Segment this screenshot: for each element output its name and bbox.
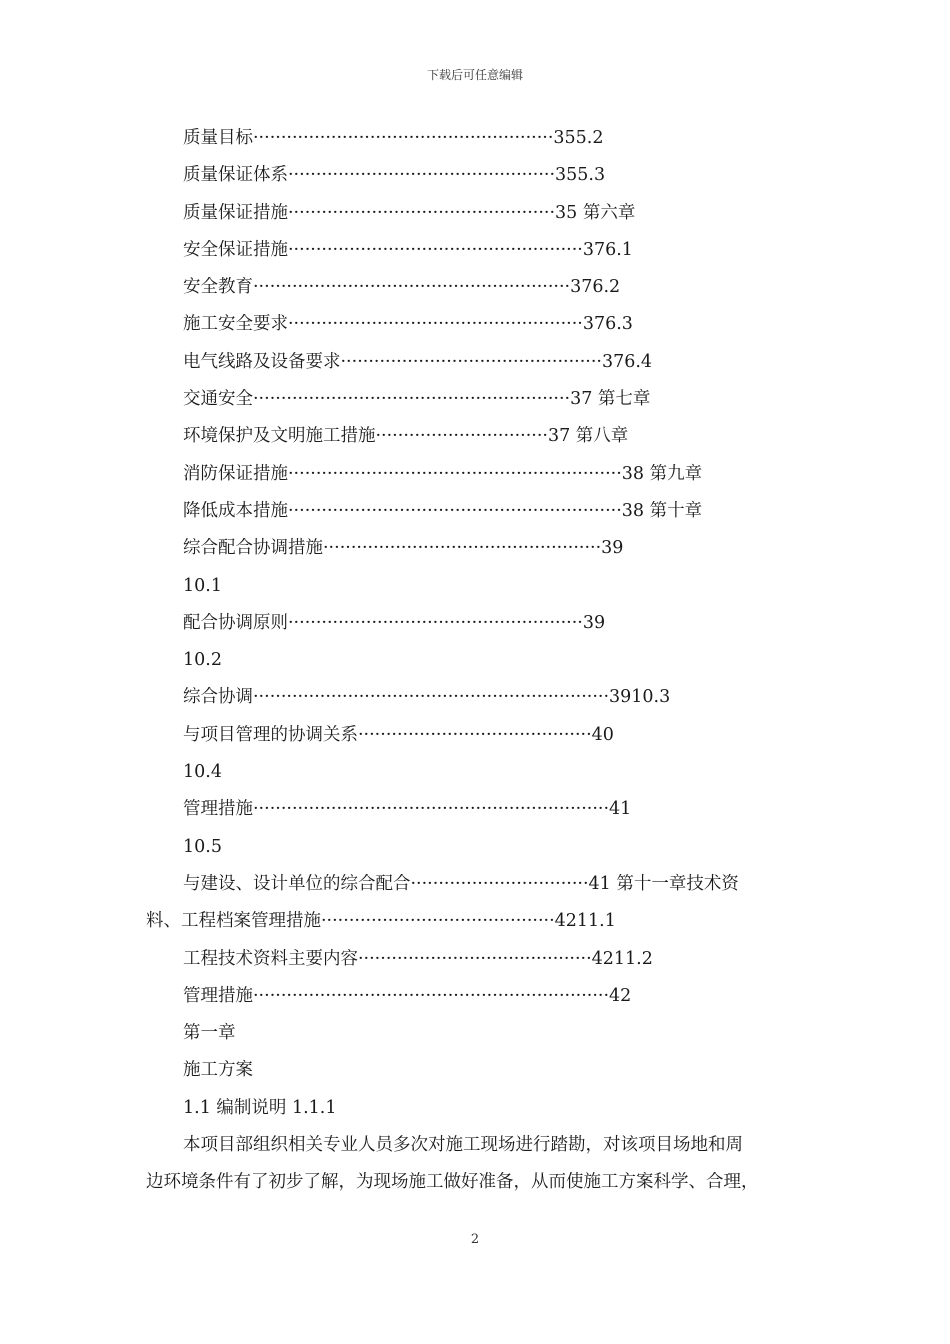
toc-entry: 管理措施································································41 bbox=[183, 799, 632, 820]
chapter-heading: 第一章 bbox=[183, 1023, 236, 1044]
chapter-title: 施工方案 bbox=[183, 1060, 253, 1081]
body-paragraph-line: 本项目部组织相关专业人员多次对施工现场进行踏勘，对该项目场地和周 bbox=[183, 1135, 743, 1156]
toc-entry: 安全教育·························································376.2 bbox=[183, 277, 621, 298]
toc-section-number: 10.5 bbox=[183, 836, 222, 857]
toc-entry-continuation: 料、工程档案管理措施··········································4211.1 bbox=[146, 911, 616, 932]
toc-entry: 配合协调原则·····················································39 bbox=[183, 612, 606, 633]
toc-entry: 质量保证体系················································355.3 bbox=[183, 165, 606, 186]
body-paragraph-line: 边环境条件有了初步了解，为现场施工做好准备，从而使施工方案科学、合理， bbox=[146, 1172, 759, 1193]
toc-entry: 质量保证措施················································35 第六章 bbox=[183, 202, 636, 223]
toc-entry: 交通安全·························································37 第七章 bbox=[183, 389, 651, 410]
toc-entry: 消防保证措施····························································38 第九章 bbox=[183, 463, 703, 484]
toc-entry: 施工安全要求·····················································376.3 bbox=[183, 314, 633, 335]
toc-entry: 综合协调································································3910.3 bbox=[183, 687, 671, 708]
section-heading: 1.1 编制说明 1.1.1 bbox=[183, 1097, 337, 1118]
toc-entry: 与项目管理的协调关系··········································40 bbox=[183, 724, 614, 745]
toc-entry: 环境保护及文明施工措施·······························37 第八章 bbox=[183, 426, 629, 447]
page-number: 2 bbox=[470, 1232, 480, 1247]
toc-section-number: 10.1 bbox=[183, 575, 222, 596]
page-header: 下载后可任意编辑 bbox=[426, 68, 523, 82]
toc-entry: 安全保证措施·····················································376.1 bbox=[183, 239, 633, 260]
toc-entry: 工程技术资料主要内容··········································4211.2 bbox=[183, 948, 653, 969]
document-body bbox=[146, 120, 816, 1202]
toc-entry: 电气线路及设备要求···············································376.4 bbox=[183, 351, 653, 372]
toc-section-number: 10.4 bbox=[183, 762, 222, 783]
toc-entry: 质量目标······················································355.2 bbox=[183, 128, 604, 148]
toc-entry: 管理措施································································42 bbox=[183, 985, 632, 1006]
toc-section-number: 10.2 bbox=[183, 650, 222, 671]
toc-entry: 与建设、设计单位的综合配合································41 第十一章技术资 bbox=[183, 873, 739, 894]
toc-entry: 综合配合协调措施··················································39 bbox=[183, 538, 624, 559]
toc-entry: 降低成本措施····························································38 第十章 bbox=[183, 500, 703, 521]
